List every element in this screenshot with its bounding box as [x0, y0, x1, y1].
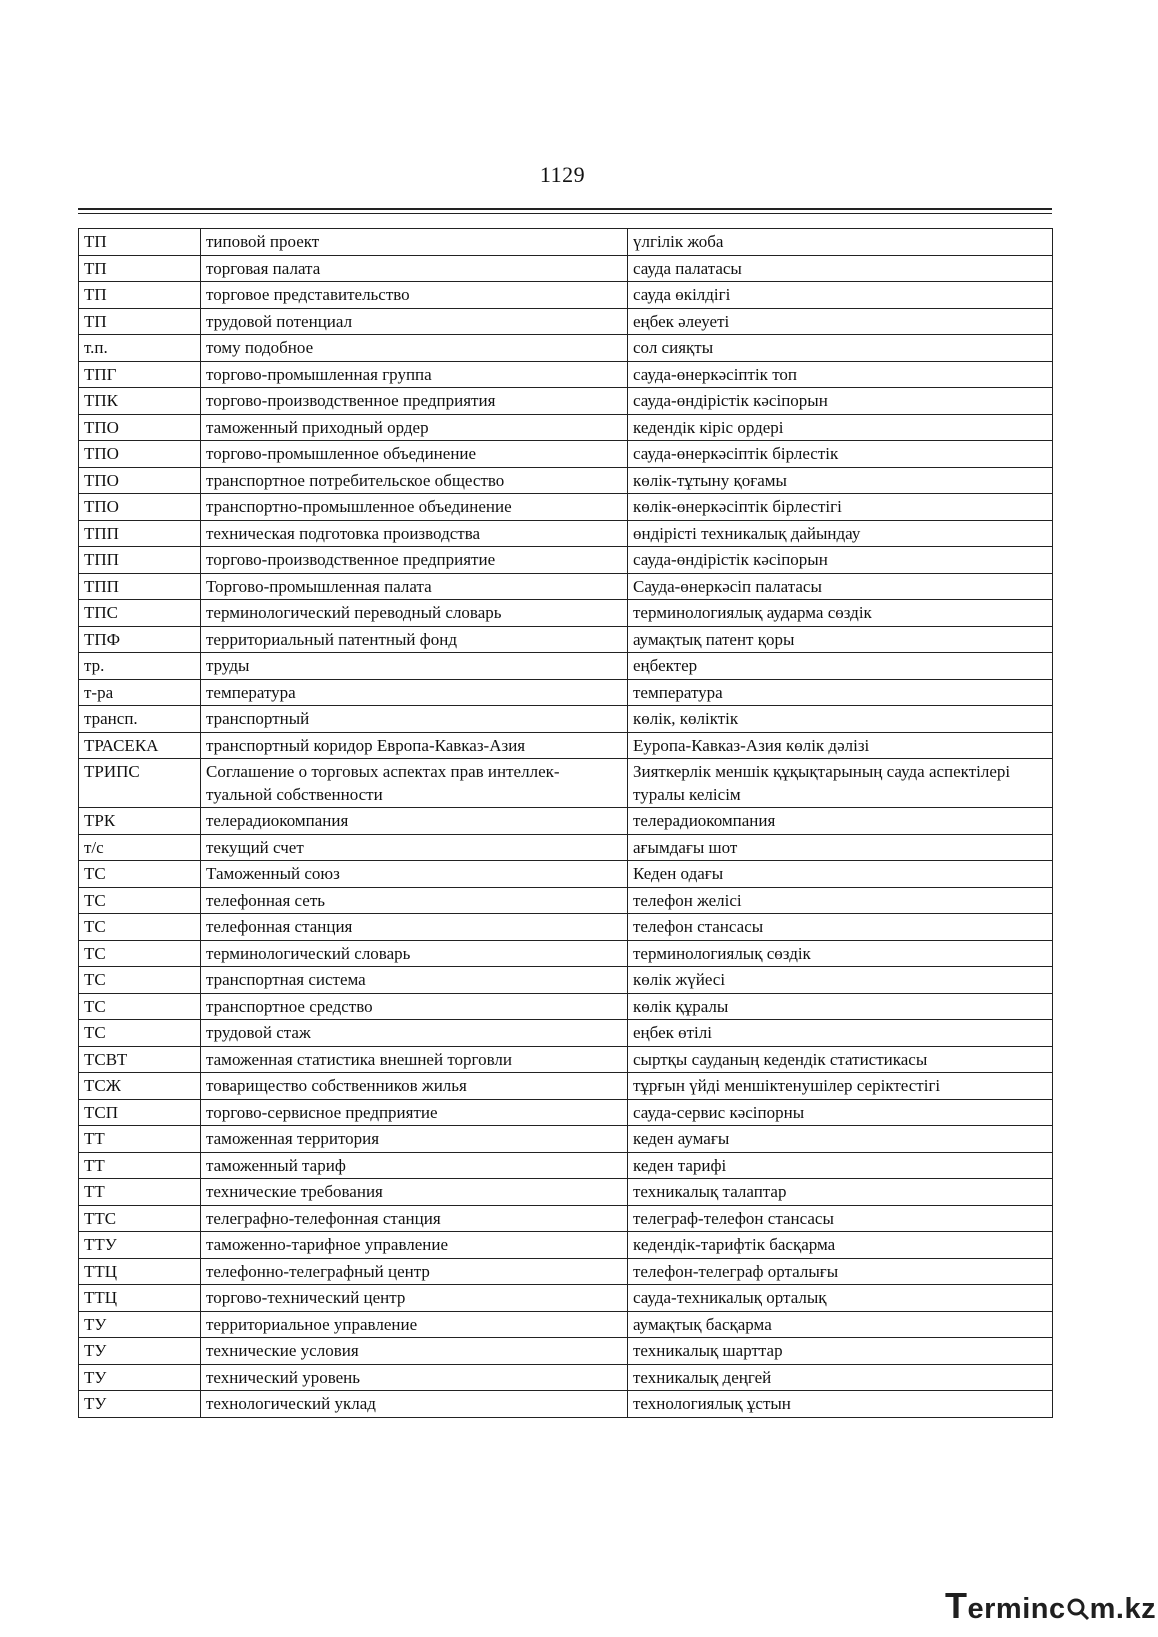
- russian-term-cell: транспортное средство: [201, 993, 628, 1020]
- abbreviation-cell: т.п.: [79, 335, 201, 362]
- abbreviation-cell: ТПО: [79, 494, 201, 521]
- russian-term-cell: товарищество собственников жилья: [201, 1073, 628, 1100]
- abbreviation-cell: ТТ: [79, 1152, 201, 1179]
- kazakh-term-cell: сауда өкілдігі: [628, 282, 1053, 309]
- table-row: [79, 759, 1053, 808]
- kazakh-term-cell: көлік жүйесі: [628, 967, 1053, 994]
- kazakh-term-cell: сауда палатасы: [628, 255, 1053, 282]
- russian-term-cell: транспортный: [201, 706, 628, 733]
- kazakh-term-cell: Зияткерлік меншік құқықтарының сауда аспектілері туралы келісім: [628, 759, 1053, 808]
- abbreviation-cell: ТТУ: [79, 1232, 201, 1259]
- kazakh-term-cell: аумақтық патент қоры: [628, 626, 1053, 653]
- abbreviation-cell: ТСЖ: [79, 1073, 201, 1100]
- kazakh-term-cell: тұрғын үйді меншіктенушілер серіктестігі: [628, 1073, 1053, 1100]
- russian-term-cell: Таможенный союз: [201, 861, 628, 888]
- russian-term-cell: типовой проект: [201, 229, 628, 256]
- kazakh-term-cell: телефон стансасы: [628, 914, 1053, 941]
- kazakh-term-cell: көлік, көліктік: [628, 706, 1053, 733]
- russian-term-cell: терминологический переводный словарь: [201, 600, 628, 627]
- kazakh-term-cell: Кеден одағы: [628, 861, 1053, 888]
- table-row: [79, 626, 1053, 653]
- russian-term-cell: торгово-промышленное объединение: [201, 441, 628, 468]
- page-number: 1129: [539, 162, 586, 187]
- table-row: [79, 1338, 1053, 1365]
- kazakh-term-cell: технологиялық ұстын: [628, 1391, 1053, 1418]
- table-row: [79, 732, 1053, 759]
- russian-term-cell: территориальное управление: [201, 1311, 628, 1338]
- kazakh-term-cell: телефон желісі: [628, 887, 1053, 914]
- abbreviation-rows: [79, 229, 1053, 1418]
- table-row: [79, 653, 1053, 680]
- abbreviation-cell: ТСВТ: [79, 1046, 201, 1073]
- abbreviation-cell: ТС: [79, 861, 201, 888]
- abbreviation-cell: ТПП: [79, 520, 201, 547]
- abbreviation-cell: ТП: [79, 229, 201, 256]
- russian-term-cell: торгово-производственное предприятия: [201, 388, 628, 415]
- abbreviation-cell: ТУ: [79, 1311, 201, 1338]
- table-row: [79, 388, 1053, 415]
- table-row: [79, 282, 1053, 309]
- russian-term-cell: торгово-технический центр: [201, 1285, 628, 1312]
- table-row: [79, 1099, 1053, 1126]
- table-row: [79, 993, 1053, 1020]
- abbreviation-cell: ТПП: [79, 547, 201, 574]
- table-row: [79, 1285, 1053, 1312]
- abbreviation-cell: ТСП: [79, 1099, 201, 1126]
- russian-term-cell: транспортный коридор Европа-Кавказ-Азия: [201, 732, 628, 759]
- table-row: [79, 361, 1053, 388]
- table-row: [79, 1020, 1053, 1047]
- table-row: [79, 547, 1053, 574]
- abbreviation-cell: ТПО: [79, 467, 201, 494]
- table-row: [79, 808, 1053, 835]
- kazakh-term-cell: телерадиокомпания: [628, 808, 1053, 835]
- kazakh-term-cell: техникалық шарттар: [628, 1338, 1053, 1365]
- kazakh-term-cell: техникалық деңгей: [628, 1364, 1053, 1391]
- table-row: [79, 1258, 1053, 1285]
- table-row: [79, 414, 1053, 441]
- kazakh-term-cell: телеграф-телефон стансасы: [628, 1205, 1053, 1232]
- russian-term-cell: таможенная территория: [201, 1126, 628, 1153]
- termincom-logo: [945, 1585, 1156, 1625]
- table-row: [79, 967, 1053, 994]
- abbreviation-cell: ТТС: [79, 1205, 201, 1232]
- russian-term-cell: телефонная станция: [201, 914, 628, 941]
- table-row: [79, 1205, 1053, 1232]
- table-row: [79, 255, 1053, 282]
- abbreviation-cell: ТПГ: [79, 361, 201, 388]
- abbreviation-cell: ТТЦ: [79, 1258, 201, 1285]
- logo-letter: T: [945, 1585, 968, 1626]
- table-row: [79, 1126, 1053, 1153]
- russian-term-cell: температура: [201, 679, 628, 706]
- abbreviation-cell: т/с: [79, 834, 201, 861]
- abbreviation-cell: ТУ: [79, 1364, 201, 1391]
- kazakh-term-cell: сауда-өндірістік кәсіпорын: [628, 547, 1053, 574]
- russian-term-cell: Торгово-промышленная палата: [201, 573, 628, 600]
- abbreviation-cell: ТС: [79, 993, 201, 1020]
- table-row: [79, 600, 1053, 627]
- kazakh-term-cell: сауда-өндірістік кәсіпорын: [628, 388, 1053, 415]
- abbreviation-cell: трансп.: [79, 706, 201, 733]
- kazakh-term-cell: сауда-техникалық орталық: [628, 1285, 1053, 1312]
- kazakh-term-cell: көлік құралы: [628, 993, 1053, 1020]
- table-row: [79, 229, 1053, 256]
- russian-term-cell: торговое представительство: [201, 282, 628, 309]
- abbreviation-cell: ТПК: [79, 388, 201, 415]
- abbreviation-cell: ТПФ: [79, 626, 201, 653]
- table-row: [79, 441, 1053, 468]
- table-row: [79, 494, 1053, 521]
- abbreviation-cell: ТТЦ: [79, 1285, 201, 1312]
- russian-term-cell: текущий счет: [201, 834, 628, 861]
- russian-term-cell: Соглашение о торговых аспектах прав интеллек-туальной собственности: [201, 759, 628, 808]
- russian-term-cell: терминологический словарь: [201, 940, 628, 967]
- kazakh-term-cell: техникалық талаптар: [628, 1179, 1053, 1206]
- table-row: [79, 467, 1053, 494]
- table-row: [79, 706, 1053, 733]
- abbreviation-cell: ТС: [79, 914, 201, 941]
- russian-term-cell: таможенный приходный ордер: [201, 414, 628, 441]
- kazakh-term-cell: ағымдағы шот: [628, 834, 1053, 861]
- table-row: [79, 887, 1053, 914]
- kazakh-term-cell: терминологиялық аударма сөздік: [628, 600, 1053, 627]
- russian-term-cell: торгово-производственное предприятие: [201, 547, 628, 574]
- russian-term-cell: таможенный тариф: [201, 1152, 628, 1179]
- abbreviation-cell: ТРИПС: [79, 759, 201, 808]
- kazakh-term-cell: сол сияқты: [628, 335, 1053, 362]
- abbreviation-cell: ТП: [79, 308, 201, 335]
- magnifier-icon: [1066, 1597, 1090, 1621]
- table-row: [79, 308, 1053, 335]
- kazakh-term-cell: кеден тарифі: [628, 1152, 1053, 1179]
- logo-text-2: m.kz: [1089, 1593, 1157, 1625]
- kazakh-term-cell: Сауда-өнеркәсіп палатасы: [628, 573, 1053, 600]
- table-row: [79, 573, 1053, 600]
- kazakh-term-cell: кедендік-тарифтік басқарма: [628, 1232, 1053, 1259]
- russian-term-cell: торгово-сервисное предприятие: [201, 1099, 628, 1126]
- kazakh-term-cell: көлік-өнеркәсіптік бірлестігі: [628, 494, 1053, 521]
- abbreviation-cell: ТС: [79, 967, 201, 994]
- russian-term-cell: транспортное потребительское общество: [201, 467, 628, 494]
- russian-term-cell: трудовой потенциал: [201, 308, 628, 335]
- russian-term-cell: труды: [201, 653, 628, 680]
- abbreviation-cell: т-ра: [79, 679, 201, 706]
- abbreviation-cell: ТС: [79, 887, 201, 914]
- kazakh-term-cell: еңбектер: [628, 653, 1053, 680]
- abbreviation-cell: ТПО: [79, 441, 201, 468]
- abbreviation-cell: ТУ: [79, 1391, 201, 1418]
- russian-term-cell: торговая палата: [201, 255, 628, 282]
- table-row: [79, 1152, 1053, 1179]
- russian-term-cell: тому подобное: [201, 335, 628, 362]
- abbreviation-cell: ТП: [79, 255, 201, 282]
- kazakh-term-cell: температура: [628, 679, 1053, 706]
- russian-term-cell: техническая подготовка производства: [201, 520, 628, 547]
- header-rule-thin: [78, 213, 1052, 214]
- abbreviation-cell: ТПП: [79, 573, 201, 600]
- russian-term-cell: технические условия: [201, 1338, 628, 1365]
- russian-term-cell: трудовой стаж: [201, 1020, 628, 1047]
- kazakh-term-cell: кеден аумағы: [628, 1126, 1053, 1153]
- table-row: [79, 679, 1053, 706]
- header-rule: [78, 208, 1052, 210]
- abbreviation-cell: ТП: [79, 282, 201, 309]
- table-row: [79, 520, 1053, 547]
- kazakh-term-cell: сауда-өнеркәсіптік бірлестік: [628, 441, 1053, 468]
- russian-term-cell: технические требования: [201, 1179, 628, 1206]
- russian-term-cell: территориальный патентный фонд: [201, 626, 628, 653]
- russian-term-cell: телефонно-телеграфный центр: [201, 1258, 628, 1285]
- abbreviation-cell: ТПС: [79, 600, 201, 627]
- kazakh-term-cell: сауда-өнеркәсіптік топ: [628, 361, 1053, 388]
- kazakh-term-cell: аумақтық басқарма: [628, 1311, 1053, 1338]
- russian-term-cell: технический уровень: [201, 1364, 628, 1391]
- kazakh-term-cell: еңбек өтілі: [628, 1020, 1053, 1047]
- abbreviation-cell: тр.: [79, 653, 201, 680]
- abbreviation-cell: ТРК: [79, 808, 201, 835]
- table-row: [79, 1179, 1053, 1206]
- table-row: [79, 335, 1053, 362]
- russian-term-cell: технологический уклад: [201, 1391, 628, 1418]
- kazakh-term-cell: өндірісті техникалық дайындау: [628, 520, 1053, 547]
- abbreviation-cell: ТС: [79, 940, 201, 967]
- kazakh-term-cell: сыртқы сауданың кедендік статистикасы: [628, 1046, 1053, 1073]
- table-row: [79, 1046, 1053, 1073]
- abbreviation-cell: ТТ: [79, 1126, 201, 1153]
- kazakh-term-cell: көлік-тұтыну қоғамы: [628, 467, 1053, 494]
- table-row: [79, 1073, 1053, 1100]
- russian-term-cell: телеграфно-телефонная станция: [201, 1205, 628, 1232]
- russian-term-cell: телефонная сеть: [201, 887, 628, 914]
- abbreviation-cell: ТС: [79, 1020, 201, 1047]
- kazakh-term-cell: үлгілік жоба: [628, 229, 1053, 256]
- kazakh-term-cell: терминологиялық сөздік: [628, 940, 1053, 967]
- table-row: [79, 861, 1053, 888]
- russian-term-cell: транспортно-промышленное объединение: [201, 494, 628, 521]
- abbreviation-table: [78, 228, 1053, 1418]
- table-row: [79, 834, 1053, 861]
- russian-term-cell: телерадиокомпания: [201, 808, 628, 835]
- russian-term-cell: таможенная статистика внешней торговли: [201, 1046, 628, 1073]
- kazakh-term-cell: еңбек әлеуеті: [628, 308, 1053, 335]
- russian-term-cell: транспортная система: [201, 967, 628, 994]
- table-row: [79, 940, 1053, 967]
- abbreviation-cell: ТРАСЕКА: [79, 732, 201, 759]
- kazakh-term-cell: Еуропа-Кавказ-Азия көлік дәлізі: [628, 732, 1053, 759]
- table-row: [79, 1391, 1053, 1418]
- table-row: [79, 1311, 1053, 1338]
- russian-term-cell: торгово-промышленная группа: [201, 361, 628, 388]
- table-row: [79, 1232, 1053, 1259]
- kazakh-term-cell: сауда-сервис кәсіпорны: [628, 1099, 1053, 1126]
- kazakh-term-cell: кедендік кіріс ордері: [628, 414, 1053, 441]
- russian-term-cell: таможенно-тарифное управление: [201, 1232, 628, 1259]
- table-row: [79, 1364, 1053, 1391]
- abbreviation-cell: ТПО: [79, 414, 201, 441]
- abbreviation-cell: ТУ: [79, 1338, 201, 1365]
- logo-text-1: erminc: [967, 1593, 1066, 1625]
- abbreviation-cell: ТТ: [79, 1179, 201, 1206]
- table-row: [79, 914, 1053, 941]
- kazakh-term-cell: телефон-телеграф орталығы: [628, 1258, 1053, 1285]
